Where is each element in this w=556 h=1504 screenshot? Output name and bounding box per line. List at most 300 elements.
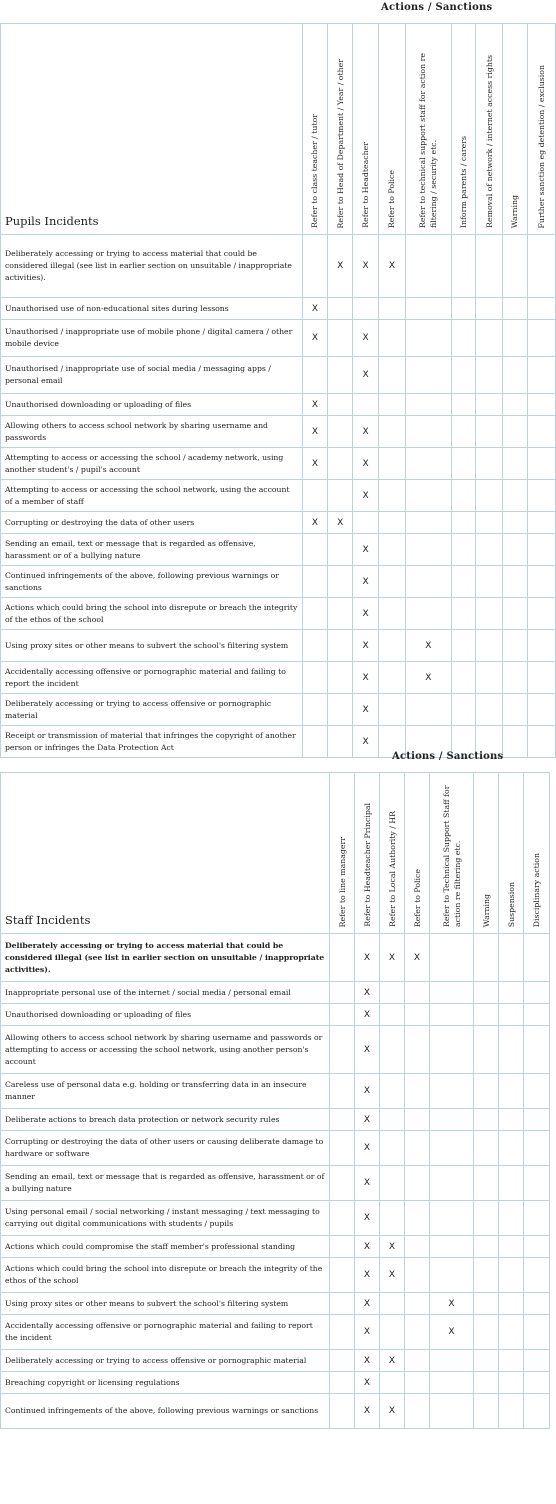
staff-sanction-mark: X bbox=[355, 1074, 380, 1109]
pupils-incident-description: Deliberately accessing or trying to access material that could be considered illegal (see list in earlier section on unsuitable / inappropriate activities). bbox=[1, 235, 303, 298]
pupils-column-label: Further sanction eg detention / exclusion bbox=[536, 64, 546, 228]
staff-sanction-mark bbox=[430, 1004, 474, 1026]
staff-sanction-mark bbox=[405, 1131, 430, 1166]
staff-sanction-mark bbox=[474, 934, 499, 982]
pupils-sanction-mark bbox=[406, 416, 452, 448]
staff-sanction-mark bbox=[524, 1293, 550, 1315]
staff-sanction-mark bbox=[474, 1074, 499, 1109]
staff-sanction-mark bbox=[330, 1372, 355, 1394]
pupils-sanction-mark bbox=[475, 480, 502, 512]
staff-sanction-mark bbox=[405, 1315, 430, 1350]
pupils-column-label: Refer to Police bbox=[387, 169, 397, 228]
pupils-sanction-mark bbox=[475, 298, 502, 320]
staff-sanction-mark bbox=[380, 1293, 405, 1315]
pupils-sanction-mark bbox=[527, 726, 555, 758]
pupils-column-header bbox=[328, 24, 353, 235]
staff-column-header bbox=[355, 773, 380, 934]
pupils-sanction-mark bbox=[406, 566, 452, 598]
staff-column-label: Refer to Police bbox=[412, 868, 422, 927]
pupils-sanction-mark: X bbox=[328, 512, 353, 534]
staff-sanction-mark bbox=[430, 1074, 474, 1109]
staff-sanction-mark bbox=[524, 934, 550, 982]
staff-sanction-mark: X bbox=[380, 1236, 405, 1258]
staff-sanction-mark bbox=[524, 1350, 550, 1372]
pupils-sanction-mark bbox=[328, 480, 353, 512]
staff-incident-row bbox=[1, 1004, 550, 1026]
staff-sanction-mark bbox=[380, 1004, 405, 1026]
pupils-column-label: Refer to Headteacher bbox=[361, 142, 371, 228]
staff-column-header bbox=[474, 773, 499, 934]
pupils-incident-row bbox=[1, 480, 556, 512]
staff-sanction-mark: X bbox=[355, 1026, 380, 1074]
staff-sanction-mark bbox=[499, 1109, 524, 1131]
pupils-sanction-mark bbox=[527, 630, 555, 662]
pupils-sanction-mark: X bbox=[353, 357, 378, 394]
pupils-column-label: Refer to technical support staff for action re filtering / security etc. bbox=[418, 53, 439, 228]
staff-sanction-mark bbox=[524, 1394, 550, 1429]
staff-sanction-mark bbox=[380, 1166, 405, 1201]
staff-sanction-mark bbox=[405, 1201, 430, 1236]
pupils-sanction-mark bbox=[406, 320, 452, 357]
pupils-sanction-mark bbox=[503, 566, 527, 598]
pupils-column-header bbox=[451, 24, 475, 235]
staff-column-label: Suspension bbox=[506, 881, 516, 927]
staff-sanction-mark bbox=[474, 1166, 499, 1201]
pupils-sanction-mark bbox=[451, 630, 475, 662]
pupils-sanction-mark bbox=[328, 662, 353, 694]
staff-sanction-mark bbox=[499, 1372, 524, 1394]
staff-sanction-mark bbox=[499, 934, 524, 982]
pupils-sanction-mark bbox=[406, 512, 452, 534]
staff-column-label: Refer to line managerr bbox=[337, 836, 347, 927]
staff-sanction-mark bbox=[524, 1131, 550, 1166]
staff-sanction-mark bbox=[430, 1166, 474, 1201]
pupils-sanction-mark bbox=[302, 480, 327, 512]
staff-sanction-mark bbox=[405, 1394, 430, 1429]
pupils-sanction-mark bbox=[378, 298, 405, 320]
pupils-sanction-mark bbox=[378, 630, 405, 662]
pupils-sanction-mark: X bbox=[302, 416, 327, 448]
pupils-sanction-mark bbox=[328, 598, 353, 630]
pupils-sanction-mark bbox=[503, 598, 527, 630]
pupils-sanction-mark bbox=[503, 512, 527, 534]
pupils-column-label: Removal of network / internet access rights bbox=[484, 55, 494, 228]
staff-sanction-mark bbox=[499, 1293, 524, 1315]
pupils-sanction-mark bbox=[451, 320, 475, 357]
pupils-incident-row bbox=[1, 534, 556, 566]
staff-sanction-mark bbox=[380, 1074, 405, 1109]
pupils-sanction-mark bbox=[406, 598, 452, 630]
pupils-sanction-mark bbox=[451, 512, 475, 534]
staff-sanction-mark bbox=[330, 1109, 355, 1131]
staff-incident-row bbox=[1, 1293, 550, 1315]
pupils-incident-row bbox=[1, 566, 556, 598]
staff-sanction-mark bbox=[524, 1258, 550, 1293]
staff-incident-row bbox=[1, 934, 550, 982]
staff-sanction-mark bbox=[430, 1258, 474, 1293]
pupils-incident-row bbox=[1, 320, 556, 357]
pupils-sanction-mark bbox=[475, 694, 502, 726]
pupils-sanction-mark bbox=[378, 480, 405, 512]
pupils-sanction-mark bbox=[527, 598, 555, 630]
staff-sanction-mark: X bbox=[355, 1350, 380, 1372]
staff-incident-row bbox=[1, 1166, 550, 1201]
staff-column-header bbox=[430, 773, 474, 934]
pupils-sanction-mark bbox=[328, 448, 353, 480]
staff-sanction-mark bbox=[474, 1201, 499, 1236]
staff-sanction-mark: X bbox=[405, 934, 430, 982]
pupils-sanction-mark bbox=[503, 394, 527, 416]
pupils-sanction-mark bbox=[302, 662, 327, 694]
staff-incident-description: Deliberately accessing or trying to access offensive or pornographic material bbox=[1, 1350, 330, 1372]
pupils-sanction-mark: X bbox=[353, 566, 378, 598]
pupils-sanction-mark: X bbox=[302, 512, 327, 534]
pupils-incident-description: Accidentally accessing offensive or pornographic material and failing to report the incident bbox=[1, 662, 303, 694]
pupils-sanction-mark: X bbox=[353, 534, 378, 566]
staff-sanction-mark bbox=[499, 1004, 524, 1026]
staff-sanction-mark bbox=[474, 1131, 499, 1166]
staff-sanction-mark bbox=[405, 1293, 430, 1315]
staff-sanction-mark bbox=[380, 1201, 405, 1236]
pupils-sanction-mark: X bbox=[353, 320, 378, 357]
pupils-sanction-mark bbox=[302, 235, 327, 298]
staff-column-label: Refer to Headteacher Principal bbox=[362, 803, 372, 927]
staff-sanction-mark bbox=[330, 1131, 355, 1166]
pupils-sanction-mark bbox=[328, 416, 353, 448]
pupils-sanction-mark bbox=[475, 630, 502, 662]
staff-column-label: Refer to Technical Support Staff for action re filtering etc. bbox=[441, 785, 462, 927]
pupils-incident-row bbox=[1, 357, 556, 394]
pupils-sanction-mark: X bbox=[302, 448, 327, 480]
pupils-incident-row bbox=[1, 298, 556, 320]
staff-sanction-mark: X bbox=[355, 1004, 380, 1026]
staff-sanction-mark bbox=[524, 1315, 550, 1350]
staff-incident-row bbox=[1, 1394, 550, 1429]
pupils-sanction-mark bbox=[302, 357, 327, 394]
staff-sanction-mark bbox=[330, 982, 355, 1004]
pupils-sanction-mark bbox=[451, 534, 475, 566]
staff-sanction-mark bbox=[474, 1026, 499, 1074]
pupils-column-header bbox=[475, 24, 502, 235]
pupils-incident-description: Deliberately accessing or trying to access offensive or pornographic material bbox=[1, 694, 303, 726]
pupils-sanction-mark bbox=[527, 416, 555, 448]
staff-sanction-mark bbox=[330, 1201, 355, 1236]
pupils-sanction-mark bbox=[406, 694, 452, 726]
staff-sanction-mark bbox=[524, 1026, 550, 1074]
staff-sanction-mark bbox=[430, 1109, 474, 1131]
staff-sanction-mark bbox=[380, 1315, 405, 1350]
pupils-sanctions-table bbox=[0, 23, 556, 758]
pupils-incident-row bbox=[1, 694, 556, 726]
staff-sanction-mark bbox=[405, 1236, 430, 1258]
pupils-sanction-mark bbox=[527, 480, 555, 512]
pupils-sanction-mark bbox=[378, 598, 405, 630]
staff-sanction-mark bbox=[330, 1394, 355, 1429]
pupils-sanction-mark bbox=[378, 662, 405, 694]
staff-sanction-mark bbox=[474, 1258, 499, 1293]
staff-sanction-mark bbox=[330, 934, 355, 982]
staff-incident-row bbox=[1, 1074, 550, 1109]
pupils-incident-description: Corrupting or destroying the data of other users bbox=[1, 512, 303, 534]
staff-sanction-mark bbox=[474, 1004, 499, 1026]
staff-column-label: Refer to Local Authority / HR bbox=[387, 811, 397, 927]
pupils-sanction-mark bbox=[527, 662, 555, 694]
staff-sanction-mark bbox=[330, 1350, 355, 1372]
pupils-sanction-mark bbox=[328, 726, 353, 758]
pupils-incident-description: Actions which could bring the school into disrepute or breach the integrity of the ethos of the school bbox=[1, 598, 303, 630]
pupils-sanction-mark bbox=[475, 512, 502, 534]
pupils-sanction-mark bbox=[451, 566, 475, 598]
pupils-sanction-mark bbox=[503, 726, 527, 758]
staff-sanction-mark bbox=[330, 1293, 355, 1315]
staff-incident-description: Continued infringements of the above, following previous warnings or sanctions bbox=[1, 1394, 330, 1429]
staff-incident-description: Deliberately accessing or trying to access material that could be considered illegal (see list in earlier section on unsuitable / inappropriate activities). bbox=[1, 934, 330, 982]
staff-sanction-mark bbox=[499, 1315, 524, 1350]
staff-sanction-mark: X bbox=[380, 1258, 405, 1293]
pupils-sanction-mark: X bbox=[328, 235, 353, 298]
staff-column-header bbox=[405, 773, 430, 934]
staff-sanction-mark bbox=[499, 982, 524, 1004]
pupils-sanction-mark bbox=[503, 630, 527, 662]
pupils-incident-row bbox=[1, 598, 556, 630]
staff-sanction-mark bbox=[474, 1372, 499, 1394]
staff-incident-row bbox=[1, 1315, 550, 1350]
pupils-sanction-mark: X bbox=[353, 448, 378, 480]
pupils-column-header bbox=[302, 24, 327, 235]
pupils-sanction-mark bbox=[527, 566, 555, 598]
pupils-sanction-mark bbox=[451, 394, 475, 416]
pupils-sanction-mark bbox=[378, 394, 405, 416]
pupils-sanction-mark bbox=[451, 235, 475, 298]
staff-sanction-mark bbox=[380, 1372, 405, 1394]
pupils-sanction-mark bbox=[378, 320, 405, 357]
staff-sanction-mark bbox=[405, 1004, 430, 1026]
staff-sanction-mark bbox=[524, 1236, 550, 1258]
pupils-incident-row bbox=[1, 448, 556, 480]
staff-incident-row bbox=[1, 1372, 550, 1394]
pupils-column-header bbox=[353, 24, 378, 235]
staff-sanction-mark bbox=[499, 1394, 524, 1429]
pupils-column-label: Warning bbox=[510, 194, 520, 228]
staff-sanction-mark: X bbox=[355, 1394, 380, 1429]
pupils-sanction-mark bbox=[451, 357, 475, 394]
staff-sanction-mark bbox=[499, 1166, 524, 1201]
pupils-sanction-mark bbox=[475, 662, 502, 694]
pupils-sanction-mark: X bbox=[353, 598, 378, 630]
pupils-sanction-mark bbox=[475, 394, 502, 416]
staff-sanction-mark: X bbox=[355, 1236, 380, 1258]
pupils-sanction-mark bbox=[503, 298, 527, 320]
pupils-sanction-mark bbox=[475, 235, 502, 298]
staff-sanction-mark bbox=[405, 1026, 430, 1074]
staff-incident-row bbox=[1, 1350, 550, 1372]
staff-sanction-mark: X bbox=[355, 1166, 380, 1201]
pupils-sanction-mark bbox=[406, 480, 452, 512]
pupils-sanction-mark bbox=[328, 320, 353, 357]
staff-sanction-mark bbox=[499, 1258, 524, 1293]
pupils-sanction-mark bbox=[378, 512, 405, 534]
staff-sanction-mark bbox=[499, 1236, 524, 1258]
pupils-sanction-mark bbox=[406, 534, 452, 566]
pupils-sanction-mark: X bbox=[353, 416, 378, 448]
staff-sanction-mark bbox=[524, 1372, 550, 1394]
staff-incident-description: Using proxy sites or other means to subvert the school's filtering system bbox=[1, 1293, 330, 1315]
staff-sanction-mark bbox=[474, 1315, 499, 1350]
staff-sanction-mark bbox=[499, 1131, 524, 1166]
pupils-column-label: Refer to class teacher / tutor bbox=[310, 114, 320, 228]
staff-sanction-mark bbox=[499, 1350, 524, 1372]
staff-sanction-mark: X bbox=[355, 1131, 380, 1166]
staff-incident-description: Actions which could bring the school into disrepute or breach the integrity of the ethos of the school bbox=[1, 1258, 330, 1293]
pupils-incident-description: Continued infringements of the above, following previous warnings or sanctions bbox=[1, 566, 303, 598]
pupils-sanction-mark: X bbox=[406, 662, 452, 694]
pupils-sanction-mark bbox=[302, 694, 327, 726]
pupils-sanction-mark bbox=[475, 598, 502, 630]
pupils-incident-row bbox=[1, 630, 556, 662]
staff-sanction-mark bbox=[430, 1394, 474, 1429]
pupils-incident-description: Attempting to access or accessing the school / academy network, using another student's / pupil's account bbox=[1, 448, 303, 480]
pupils-sanction-mark: X bbox=[302, 394, 327, 416]
pupils-sanction-mark bbox=[451, 694, 475, 726]
pupils-column-header bbox=[527, 24, 555, 235]
pupils-incident-row bbox=[1, 394, 556, 416]
pupils-sanction-mark bbox=[503, 416, 527, 448]
pupils-column-header bbox=[503, 24, 527, 235]
pupils-sanction-mark bbox=[527, 694, 555, 726]
pupils-column-header bbox=[378, 24, 405, 235]
pupils-sanction-mark bbox=[302, 534, 327, 566]
pupils-sanction-mark bbox=[503, 320, 527, 357]
pupils-sanction-mark bbox=[328, 394, 353, 416]
staff-incident-row bbox=[1, 1131, 550, 1166]
pupils-incident-description: Using proxy sites or other means to subvert the school's filtering system bbox=[1, 630, 303, 662]
staff-sanction-mark: X bbox=[430, 1293, 474, 1315]
pupils-sanction-mark: X bbox=[302, 320, 327, 357]
staff-sanction-mark bbox=[524, 1074, 550, 1109]
staff-incident-description: Inappropriate personal use of the internet / social media / personal email bbox=[1, 982, 330, 1004]
pupils-sanction-mark bbox=[378, 416, 405, 448]
pupils-sanction-mark bbox=[328, 298, 353, 320]
pupils-sanction-mark bbox=[406, 448, 452, 480]
staff-sanctions-table bbox=[0, 772, 550, 1429]
pupils-sanction-mark bbox=[503, 534, 527, 566]
staff-sanction-mark bbox=[430, 934, 474, 982]
pupils-sanction-mark: X bbox=[353, 235, 378, 298]
pupils-incident-row bbox=[1, 416, 556, 448]
staff-sanction-mark bbox=[405, 1109, 430, 1131]
pupils-sanction-mark bbox=[328, 357, 353, 394]
staff-sanction-mark bbox=[474, 1350, 499, 1372]
staff-sanction-mark bbox=[499, 1201, 524, 1236]
staff-caption: Actions / Sanctions bbox=[392, 751, 504, 762]
pupils-sanction-mark bbox=[475, 566, 502, 598]
pupils-sanction-mark bbox=[328, 534, 353, 566]
pupils-incident-row bbox=[1, 662, 556, 694]
staff-incident-description: Breaching copyright or licensing regulations bbox=[1, 1372, 330, 1394]
staff-sanction-mark bbox=[380, 1026, 405, 1074]
pupils-sanction-mark bbox=[378, 448, 405, 480]
pupils-sanction-mark bbox=[475, 448, 502, 480]
staff-incident-description: Accidentally accessing offensive or pornographic material and failing to report the incident bbox=[1, 1315, 330, 1350]
pupils-sanction-mark: X bbox=[353, 694, 378, 726]
staff-sanction-mark: X bbox=[380, 1350, 405, 1372]
pupils-sanction-mark: X bbox=[353, 662, 378, 694]
pupils-sanction-mark bbox=[451, 480, 475, 512]
staff-sanction-mark: X bbox=[355, 982, 380, 1004]
pupils-incident-description: Sending an email, text or message that is regarded as offensive, harassment or of a bullying nature bbox=[1, 534, 303, 566]
staff-column-header bbox=[499, 773, 524, 934]
pupils-sanction-mark: X bbox=[406, 630, 452, 662]
pupils-sanction-mark bbox=[353, 512, 378, 534]
staff-sanction-mark bbox=[430, 1372, 474, 1394]
pupils-sanction-mark bbox=[503, 694, 527, 726]
staff-sanction-mark bbox=[430, 1026, 474, 1074]
staff-sanction-mark bbox=[330, 1166, 355, 1201]
staff-sanction-mark: X bbox=[355, 1372, 380, 1394]
pupils-sanction-mark bbox=[451, 598, 475, 630]
pupils-sanction-mark bbox=[406, 394, 452, 416]
pupils-sanction-mark bbox=[378, 694, 405, 726]
pupils-sanction-mark bbox=[302, 566, 327, 598]
staff-incident-row bbox=[1, 1236, 550, 1258]
staff-sanction-mark bbox=[405, 982, 430, 1004]
pupils-sanction-mark bbox=[503, 480, 527, 512]
staff-sanction-mark bbox=[474, 982, 499, 1004]
staff-sanction-mark bbox=[405, 1166, 430, 1201]
staff-incident-description: Using personal email / social networking / instant messaging / text messaging to carrying out digital communications with students / pupils bbox=[1, 1201, 330, 1236]
pupils-sanction-mark bbox=[475, 320, 502, 357]
staff-sanction-mark bbox=[524, 982, 550, 1004]
pupils-sanction-mark bbox=[406, 357, 452, 394]
staff-column-header bbox=[524, 773, 550, 934]
staff-sanction-mark: X bbox=[355, 1258, 380, 1293]
pupils-sanction-mark bbox=[328, 630, 353, 662]
staff-sanction-mark: X bbox=[355, 1109, 380, 1131]
pupils-incident-header: Pupils Incidents bbox=[1, 24, 303, 235]
pupils-sanction-mark bbox=[503, 357, 527, 394]
staff-sanction-mark bbox=[330, 1074, 355, 1109]
staff-incident-description: Careless use of personal data e.g. holding or transferring data in an insecure manner bbox=[1, 1074, 330, 1109]
staff-sanction-mark bbox=[499, 1074, 524, 1109]
pupils-sanction-mark bbox=[378, 357, 405, 394]
staff-incident-row bbox=[1, 982, 550, 1004]
pupils-sanction-mark: X bbox=[353, 726, 378, 758]
staff-sanction-mark bbox=[524, 1109, 550, 1131]
staff-sanction-mark bbox=[474, 1293, 499, 1315]
pupils-sanction-mark bbox=[328, 694, 353, 726]
staff-sanction-mark: X bbox=[430, 1315, 474, 1350]
pupils-sanction-mark bbox=[475, 357, 502, 394]
pupils-sanction-mark: X bbox=[378, 235, 405, 298]
staff-incident-description: Unauthorised downloading or uploading of files bbox=[1, 1004, 330, 1026]
pupils-sanction-mark bbox=[353, 394, 378, 416]
staff-sanction-mark: X bbox=[355, 934, 380, 982]
staff-sanction-mark bbox=[430, 1201, 474, 1236]
staff-column-label: Disciplinary action bbox=[532, 852, 541, 927]
pupils-sanction-mark bbox=[527, 320, 555, 357]
staff-column-header bbox=[330, 773, 355, 934]
staff-sanction-mark bbox=[430, 1131, 474, 1166]
pupils-sanction-mark bbox=[451, 662, 475, 694]
pupils-sanction-mark bbox=[527, 357, 555, 394]
pupils-sanction-mark bbox=[503, 235, 527, 298]
staff-incident-description: Sending an email, text or message that is regarded as offensive, harassment or of a bullying nature bbox=[1, 1166, 330, 1201]
staff-sanction-mark bbox=[405, 1074, 430, 1109]
staff-sanction-mark bbox=[380, 1109, 405, 1131]
pupils-sanction-mark: X bbox=[353, 630, 378, 662]
staff-incident-row bbox=[1, 1258, 550, 1293]
staff-sanction-mark bbox=[330, 1258, 355, 1293]
